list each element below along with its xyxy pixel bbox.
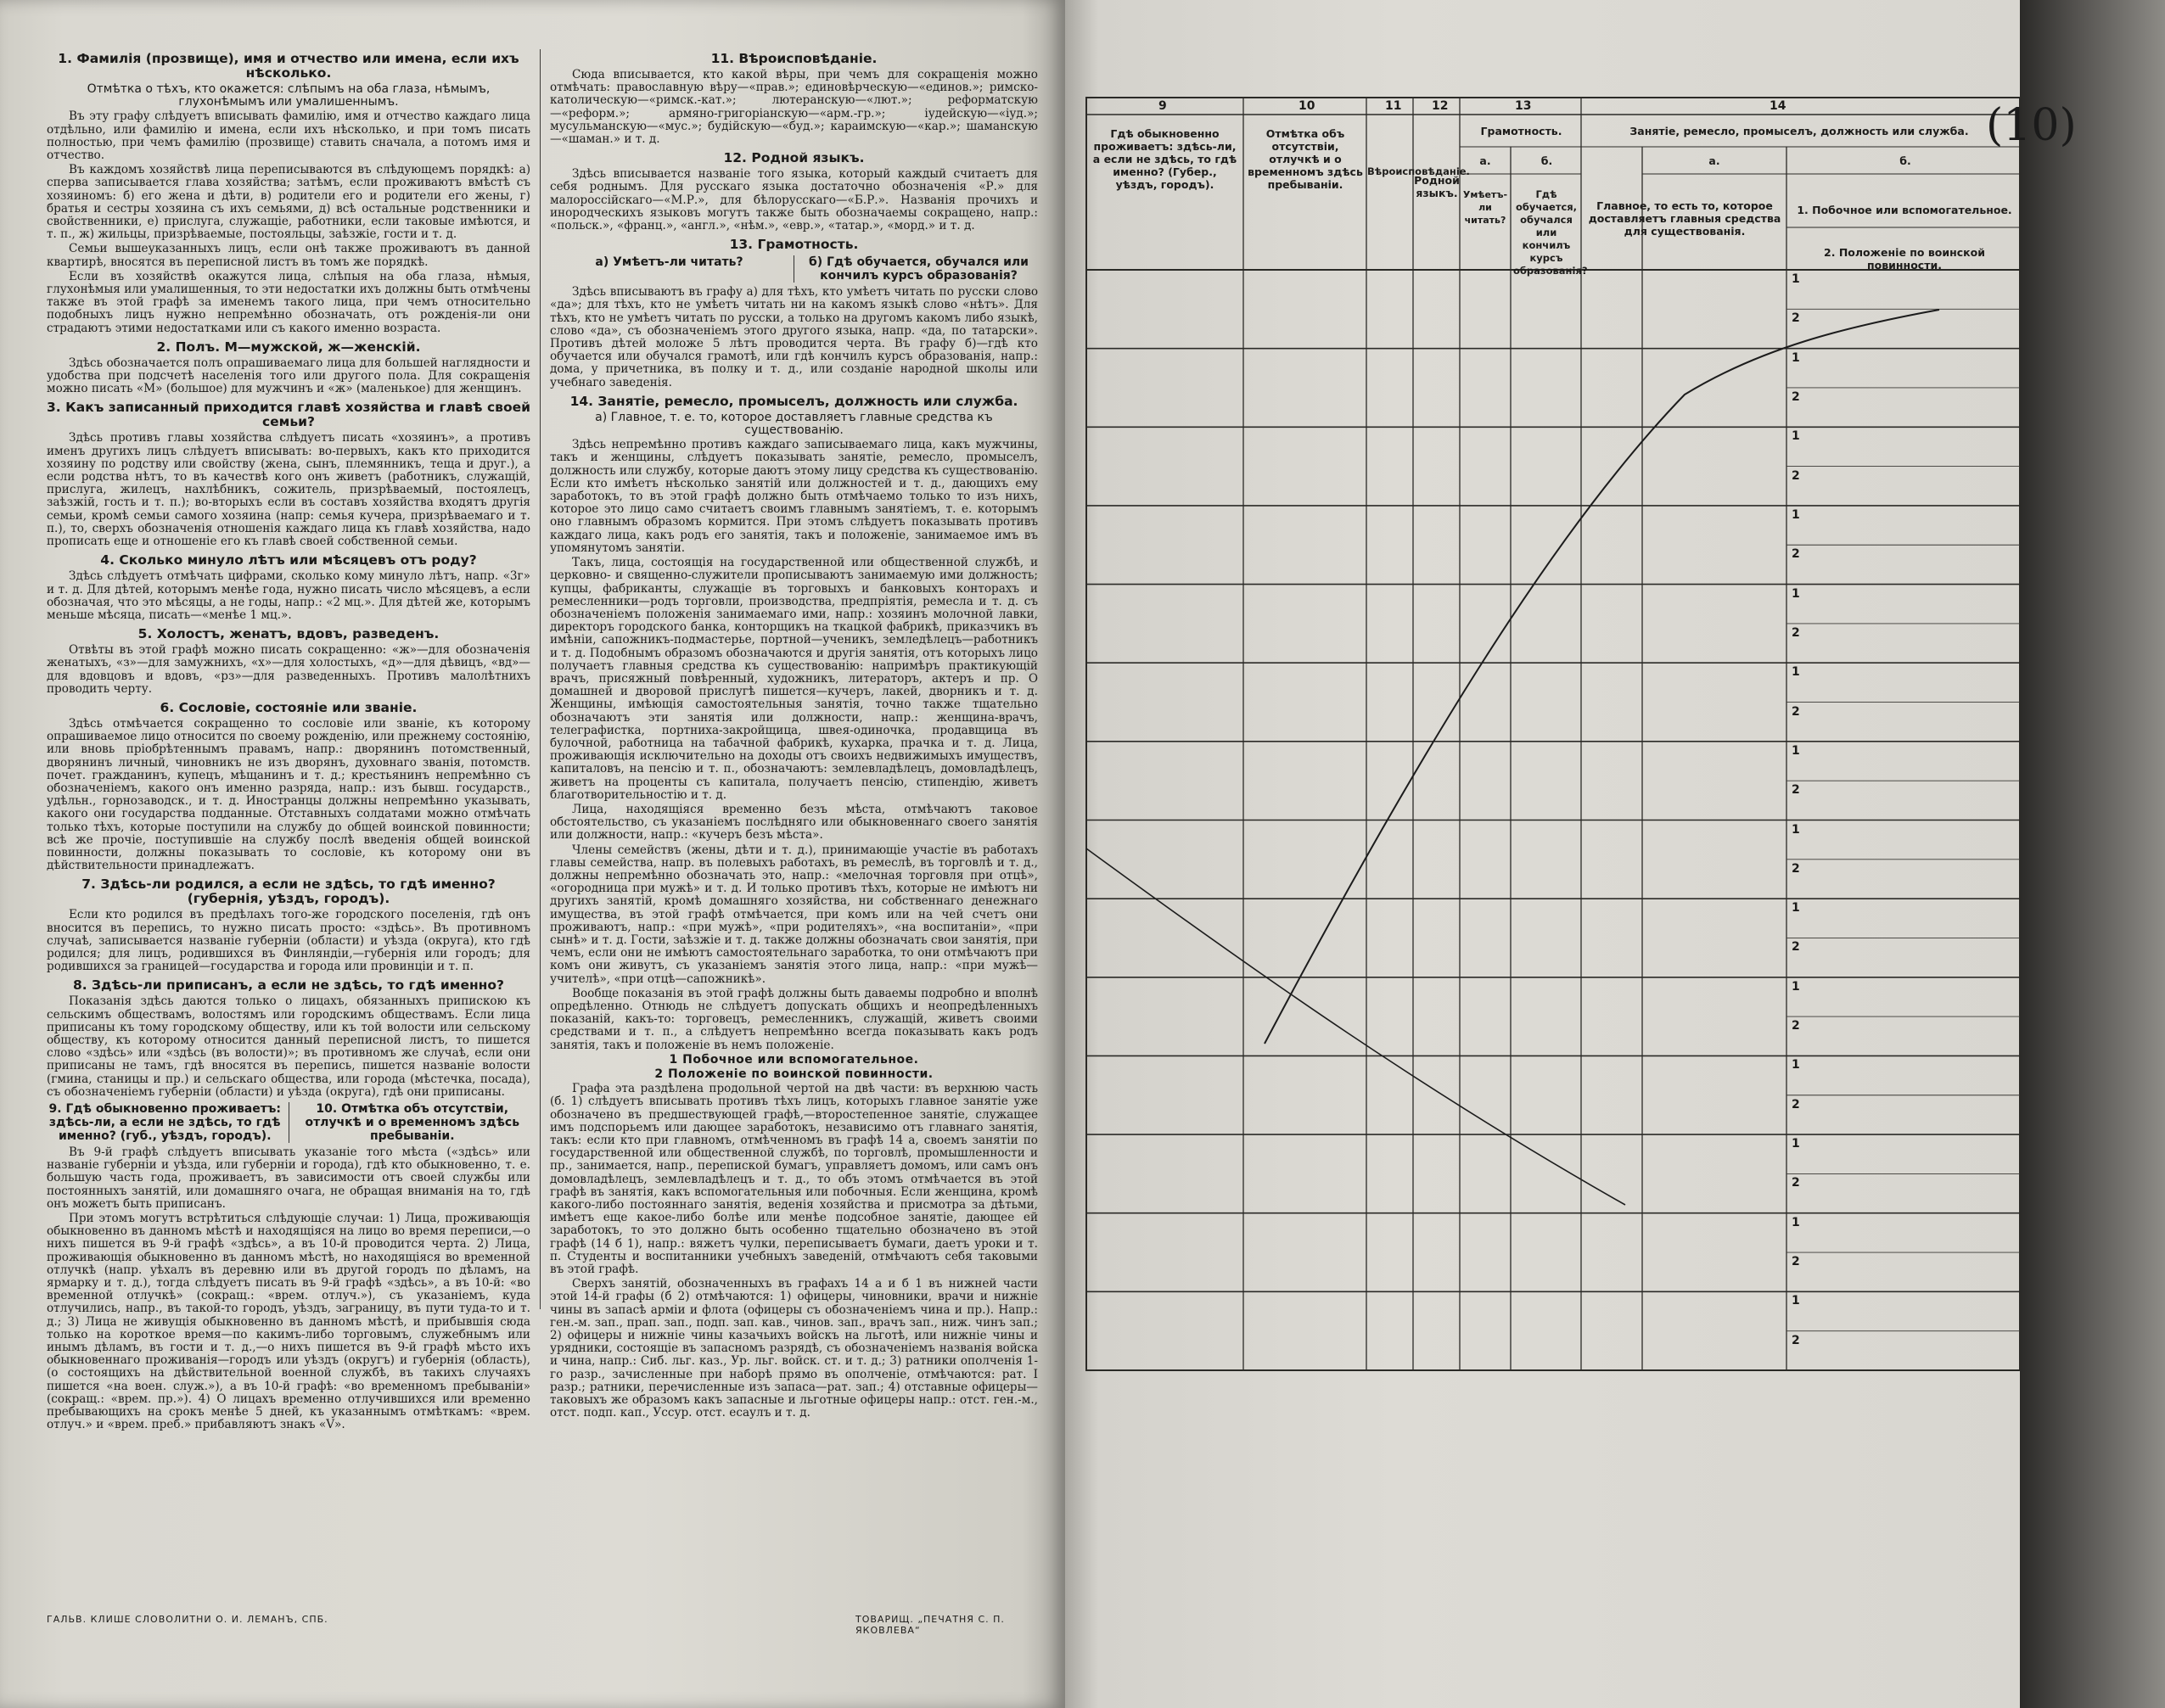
row-mark-2: 2 bbox=[1792, 783, 1800, 798]
row-mark-2: 2 bbox=[1792, 389, 1800, 404]
header-col-14b-letter: б. bbox=[1899, 154, 1911, 167]
row-mark-1: 1 bbox=[1792, 665, 1800, 680]
section-12-title: 12. Родной языкъ. bbox=[723, 150, 865, 166]
row-mark-1: 1 bbox=[1792, 272, 1800, 286]
paragraph: Здѣсь отмѣчается сокращенно то сословіе или званіе, къ которому опрашиваемое лицо относится по своему рожденію, или прежнему состоянію, или вновь пріобрѣтеннымъ правамъ, напр.: дворянинъ потомственный, дворянинъ личный, чиновникъ не изъ дворянъ, духовнаго званія, потомств. почет. гражданинъ, купецъ, мѣщанинъ и т. д.; крестьянинъ непремѣнно съ обозначеніемъ, какого онъ именно разряда, напр.: изъ бывш. государств., удѣльн., горнозаводск., и т. д. Иностранцы должны непремѣнно указывать, какого они государства подданные. Отставныхъ солдатами можно отмѣчать только тѣхъ, которые поступили на службу до общей воинской повинности; всѣ же прочіе, поступившіе на службу послѣ введенія общей воинской повинности, должны показывать то сословіе, къ которому они въ дѣйствительности принадлежатъ. bbox=[47, 716, 530, 873]
paragraph: Сверхъ занятій, обозначенныхъ въ графахъ 14 а и б 1 въ нижней части этой 14-й графы (б 2) отмѣчаются: 1) офицеры, чиновники, врачи и нижніе чины въ запасѣ арміи и флота (офицеры съ обозначеніемъ чина и пр.). Напр.: ген.-м. зап., прап. зап., подп. зап. кав., чинов. зап., врачъ зап., ниж. чинъ зап.; 2) офицеры и нижніе чины казачьихъ войскъ на льготѣ, или нижніе чины и урядники, состоящіе въ запасномъ разрядѣ, съ обозначеніемъ названія войска и чина, напр.: Сиб. льг. каз., Ур. льг. войск. ст. и т. д.; 3) ратники ополченія 1-го разр., зачисленные при наборѣ прямо въ ополченіе, отмѣчаются: рат. I разр.; ратники, перечисленные изъ запаса—рат. зап.; 4) отставные офицеры—таковыхъ же образомъ какъ запасные и льготные офицеры напр.: отст. ген.-м., отст. подп. кап., Уссур. отст. есаулъ и т. д. bbox=[550, 1277, 1038, 1420]
section-13-title: 13. Грамотность. bbox=[729, 237, 859, 253]
row-mark-2: 2 bbox=[1792, 940, 1800, 955]
paragraph: При этомъ могутъ встрѣтиться слѣдующіе случаи: 1) Лица, проживающія обыкновенно въ данномъ мѣстѣ и находящіяся на лицо во время переписи,—о нихъ пишется въ 9-й графѣ «здѣсь», а въ 10-й проводится черта. 2) Лица, проживающія обыкновенно въ данномъ мѣстѣ, но находящіяся во временной отлучкѣ (напр. уѣхалъ въ деревню или въ другой городъ по дѣламъ, на ярмарку и т. д.), тогда слѣдуетъ писать въ 9-й графѣ «здѣсь», а въ 10-й: «во временной отлучкѣ» (сокращ.: «врем. отлуч.»), съ указаніемъ, куда отлучились, напр., въ такой-то городъ, уѣздъ, заграницу, въ пути туда-то и т. д.; 3) Лица не живущія обыкновенно въ данномъ мѣстѣ, и прибывшія сюда только на короткое время—по какимъ-либо торговымъ, служебнымъ или инымъ дѣламъ, въ гости и т. д.,—о нихъ пишется въ 9-й графѣ мѣсто ихъ обыкновеннаго проживанія—городъ или уѣздъ (округъ) и губернія (область), (о состоящихъ на дѣйствительной военной службѣ, въ такихъ случаяхъ пишется «на воен. служ.»), а въ 10-й графѣ: «во временномъ пребываніи» (сокращ.: «врем. пр.»). 4) О лицахъ временно отлучившихся или временно пребывающихъ на срокъ менѣе 5 дней, къ указаннымъ отмѣткамъ: «врем. отлуч.» и «врем. преб.» прибавляютъ знакъ «V». bbox=[47, 1212, 530, 1432]
row-mark-2: 2 bbox=[1792, 311, 1800, 326]
header-col-13a-letter: а. bbox=[1479, 154, 1491, 167]
row-mark-2: 2 bbox=[1792, 1176, 1800, 1190]
section-10-title: 10. Отмѣтка объ отсутствіи, отлучкѣ и о временномъ здѣсь пребываніи. bbox=[289, 1102, 531, 1143]
column-number-10: 10 bbox=[1298, 99, 1315, 113]
paragraph: Такъ, лица, состоящія на государственной или общественной службѣ, и церковно- и священно-служители прописываютъ занимаемую ими должность; купцы, фабриканты, служащіе въ торговыхъ и банковыхъ конторахъ и ремесленники—родъ торговли, производства, предпріятія, ремесла и т. д. съ обозначеніемъ положенія занимаемаго ими, напр.: хозяинъ молочной лавки, директоръ городского банка, конторщикъ на ткацкой фабрикѣ, приказчикъ въ имѣніи, сапожникъ-подмастерье, портной—ученикъ, земледѣлецъ—работникъ и т. д. Подобнымъ образомъ обозначаются и другія занятія, отъ которыхъ лицо получаетъ главныя средства къ существованію: напримѣръ практикующій врачъ, присяжный повѣренный, художникъ, литераторъ, актеръ и пр. О домашней и дворовой прислугѣ пишется—кучеръ, лакей, дворникъ и т. д. Женщины, имѣющія самостоятельныя занятія, точно также тщательно обозначаютъ эти занятія или должности, напр.: женщина-врачъ, телеграфистка, портниха-закройщица, швея-одиночка, продавщица въ булочной, работница на табачной фабрикѣ, кухарка, прачка и т. д. Лица, проживающія исключительно на доходы отъ своихъ недвижимыхъ имуществъ, капиталовъ, на пенсію и т. п., обозначаютъ: землевладѣлецъ, домовладѣлецъ, живетъ на проценты съ капитала, получаетъ пенсію, стипендію, живетъ благотворительностію и т. д. bbox=[550, 556, 1038, 802]
census-table bbox=[1065, 0, 2165, 1708]
paragraph: Въ эту графу слѣдуетъ вписывать фамилію, имя и отчество каждаго лица отдѣльно, или фамилію и имена, если ихъ нѣсколько, и при томъ писать полностью, при чемъ фамилію (прозвище) ставить сначала, а потомъ имя и отчество. bbox=[47, 109, 530, 163]
left-text-column bbox=[47, 47, 530, 1433]
paragraph: Члены семействъ (жены, дѣти и т. д.), принимающіе участіе въ работахъ главы семейства, напр. въ полевыхъ работахъ, въ ремеслѣ, въ торговлѣ и т. д., должны непремѣнно обозначать это, напр.: «мелочная торговля при отцѣ», «огородница при мужѣ» и т. д. И только противъ тѣхъ, которые не имѣютъ ни другихъ занятій, кромѣ домашняго хозяйства, ни собственнаго денежнаго имущества, въ этой графѣ отмѣчается, при комъ или на чей счетъ они проживаютъ, напр.: «при мужѣ», «при родителяхъ», «на воспитаніи», «при сынѣ» и т. д. Гости, заѣзжіе и т. д. также должны обозначать свои занятія, при чемъ, если они не имѣютъ самостоятельнаго заработка, то они отмѣчаютъ при комъ они живутъ, съ указаніемъ занятія этого лица, напр.: «при мужѣ—учителѣ», «при отцѣ—сапожникѣ». bbox=[550, 843, 1038, 986]
paragraph: Показанія здѣсь даются только о лицахъ, обязанныхъ припискою къ сельскимъ обществамъ, волостямъ или городскимъ обществамъ. Если лица приписаны къ тому городскому обществу, или къ той волости или сельскому обществу, къ которому относится данный переписной листъ, то пишется слово «здѣсь» или «здѣсь (въ волости)»; въ противномъ же случаѣ, если они приписаны не тамъ, гдѣ вносятся въ перепись, пишется названіе волости (гмина, станицы и пр.) и сельскаго общества, или города (мѣстечка, посада), съ обозначеніемъ губерніи (области) и уѣзда (округа), гдѣ они приписаны. bbox=[47, 994, 530, 1099]
column-number-13: 13 bbox=[1515, 99, 1532, 113]
section-11-title: 11. Вѣроисповѣданіе. bbox=[710, 51, 878, 66]
handwritten-page-number: (10) bbox=[1986, 100, 2077, 151]
row-mark-2: 2 bbox=[1792, 1097, 1800, 1112]
row-mark-2: 2 bbox=[1792, 704, 1800, 719]
header-col-13b: Гдѣ обучается, обучался или кончилъ курсъ образованія? bbox=[1513, 188, 1588, 277]
row-mark-1: 1 bbox=[1792, 507, 1800, 522]
paragraph: Сюда вписывается, кто какой вѣры, при чемъ для сокращенія можно отмѣчать: православную вѣру—«прав.»; единовѣрческую—«единов.»; римско-католическую—«римск.-кат.»; лютеранскую—«лют.»; реформатскую—«реформ.»; армяно-григоріанскую—«арм.-гр.»; іудейскую—«іуд.»; мусульманскую—«мус.»; будійскую—«буд.»; караимскую—«кар.»; шаманскую—«шаман.» и т. д. bbox=[550, 68, 1038, 147]
paragraph: Здѣсь обозначается полъ опрашиваемаго лица для большей наглядности и удобства при подсчетѣ населенія того или другого пола. Для сокращенія можно писать «М» (большое) для мужчинъ и «ж» (маленькое) для женщинъ. bbox=[47, 356, 530, 396]
section-13-subtitles bbox=[550, 255, 1038, 283]
header-col-14: Занятіе, ремесло, промыселъ, должность или служба. bbox=[1629, 125, 1969, 137]
section-13b-title: б) Гдѣ обучается, обучался или кончилъ курсъ образованія? bbox=[794, 255, 1038, 283]
paragraph: Въ каждомъ хозяйствѣ лица переписываются въ слѣдующемъ порядкѣ: а) сперва записывается глава хозяйства; затѣмъ, если проживаютъ вмѣстѣ съ хозяиномъ: б) его жена и дѣти, в) родители его и родители его жены, г) братья и сестры хозяина съ ихъ семьями, д) всѣ остальные родственники и свойственники, е) прислуга, служащіе, работники, если таковые имѣются, и т. п., ж) жильцы, призрѣваемые, постояльцы, заѣзжіе, гости и т. д. bbox=[47, 163, 530, 242]
row-mark-1: 1 bbox=[1792, 901, 1800, 916]
row-mark-1: 1 bbox=[1792, 1215, 1800, 1229]
section-9-10-titles bbox=[47, 1102, 530, 1143]
header-col-14a: Главное, то есть то, которое доставляетъ главныя средства для существованія. bbox=[1588, 199, 1781, 238]
row-mark-2: 2 bbox=[1792, 468, 1800, 483]
paragraph: Здѣсь непремѣнно противъ каждаго записываемаго лица, какъ мужчины, такъ и женщины, слѣдуетъ показывать занятіе, ремесло, промыселъ, должность или службу, которые даютъ этому лицу средства къ существованію. Если кто имѣетъ нѣсколько занятій или должностей и т. д., дающихъ ему заработокъ, то въ этой графѣ должно быть отмѣчаемо только то изъ нихъ, которое это лицо само считаетъ своимъ главнымъ занятіемъ, т. е. которымъ оно главнымъ образомъ кормится. При этомъ слѣдуетъ показывать противъ каждаго лица, какъ родъ его занятія, такъ и положеніе, занимаемое имъ въ упомянутомъ занятіи. bbox=[550, 438, 1038, 555]
header-col-12: Родной языкъ. bbox=[1414, 174, 1460, 199]
column-divider bbox=[540, 49, 541, 1309]
header-col-13b-letter: б. bbox=[1540, 154, 1553, 167]
row-mark-1: 1 bbox=[1792, 822, 1800, 837]
paragraph: Если въ хозяйствѣ окажутся лица, слѣпыя на оба глаза, нѣмыя, глухонѣмыя или умалишенныя, то эти недостатки ихъ должны быть отмѣчены также въ этой графѣ за именемъ такого лица, при чемъ относительно подобныхъ лицъ нужно непремѣнно обозначать, отъ рожденія-ли они страдаютъ этими недостатками или съ какого именно возраста. bbox=[47, 269, 530, 335]
column-number-14: 14 bbox=[1770, 99, 1786, 113]
row-mark-1: 1 bbox=[1792, 350, 1800, 365]
section-14b1-title: 1 Побочное или вспомогательное. bbox=[669, 1052, 919, 1067]
row-mark-2: 2 bbox=[1792, 1255, 1800, 1269]
paragraph: Здѣсь вписывается названіе того языка, который каждый считаетъ для себя роднымъ. Для русскаго языка достаточно обозначенія «Р.» для малороссійскаго—«М.Р.», для бѣлорусскаго—«Б.Р.». Названія прочихъ и инородческихъ языковъ могутъ также быть обозначаемы сокращено, напр.: «польск.», «франц.», «англ.», «нѣм.», «евр.», «татар.», «морд.» и т. д. bbox=[550, 167, 1038, 233]
header-col-11: Вѣроисповѣданіе. bbox=[1367, 165, 1470, 177]
row-mark-1: 1 bbox=[1792, 1137, 1800, 1151]
paragraph: Вообще показанія въ этой графѣ должны быть даваемы подробно и вполнѣ опредѣленно. Отнюдь не слѣдуетъ допускать общихъ и неопредѣленныхъ показаній, какъ-то: торговецъ, ремесленникъ, служащій, живетъ своими средствами и т. п., а слѣдуетъ непремѣнно всегда показывать какъ родъ занятія, такъ и положеніе въ немъ положеніе. bbox=[550, 986, 1038, 1052]
row-mark-1: 1 bbox=[1792, 1294, 1800, 1308]
section-4-title: 4. Сколько минуло лѣтъ или мѣсяцевъ отъ роду? bbox=[100, 552, 477, 568]
header-col-13: Грамотность. bbox=[1480, 125, 1562, 137]
pencil-stroke-upper bbox=[1265, 310, 1939, 1044]
section-1-title: 1. Фамилія (прозвище), имя и отчество или имена, если ихъ нѣсколько. bbox=[58, 51, 519, 81]
printer-imprint-right: ТОВАРИЩ. „ПЕЧАТНЯ С. П. ЯКОВЛЕВА“ bbox=[855, 1614, 1005, 1636]
row-mark-1: 1 bbox=[1792, 979, 1800, 994]
section-14-title: 14. Занятіе, ремесло, промыселъ, должность или служба. bbox=[569, 393, 1018, 409]
section-13a-title: а) Умѣетъ-ли читать? bbox=[595, 255, 743, 270]
section-3-title: 3. Какъ записанный приходится главѣ хозяйства и главѣ своей семьи? bbox=[47, 400, 530, 430]
section-1-subtitle: Отмѣтка о тѣхъ, кто окажется: слѣпымъ на оба глаза, нѣмымъ, глухонѣмымъ или умалишеннымъ. bbox=[87, 82, 491, 109]
row-mark-2: 2 bbox=[1792, 1333, 1800, 1347]
paragraph: Здѣсь противъ главы хозяйства слѣдуетъ писать «хозяинъ», а противъ именъ другихъ лицъ слѣдуетъ вписывать: во-первыхъ, какъ кто приходится хозяину по родству или свойству (жена, сынъ, племянникъ, теща и друг.), а если родства нѣтъ, то въ качествѣ кого онъ живетъ (работникъ, служащій, прислуга, жилецъ, нахлѣбникъ, сожитель, призрѣваемый, постоялецъ, заѣзжій, гость и т. п.); во-вторыхъ если въ составъ хозяйства входятъ другія семьи, кромѣ семьи самого хозяина (напр: семья кучера, призрѣваемаго и т. п.), то, сверхъ обозначенія отношенія каждаго лица къ главѣ хозяйства, надо прописать еще и отношеніе его къ главѣ своей собственной семьи. bbox=[47, 431, 530, 549]
row-lines bbox=[1086, 270, 2020, 1370]
row-mark-1: 1 bbox=[1792, 586, 1800, 601]
paragraph: Если кто родился въ предѣлахъ того-же городского поселенія, гдѣ онъ вносится въ перепись, то нужно писать просто: «здѣсь». Въ противномъ случаѣ, записывается названіе губерніи (области) и уѣзда (округа), кто гдѣ родился; для лицъ, родившихся въ Финляндіи,—губернія или городъ; для родившихся за границей—государства и города или провинціи и т. п. bbox=[47, 908, 530, 974]
right-text-column bbox=[550, 47, 1038, 1422]
row-mark-2: 2 bbox=[1792, 1019, 1800, 1033]
row-mark-2: 2 bbox=[1792, 625, 1800, 640]
row-mark-1: 1 bbox=[1792, 1058, 1800, 1072]
paragraph: Графа эта раздѣлена продольной чертой на двѣ части: въ верхнюю часть (б. 1) слѣдуетъ вписывать противъ тѣхъ лицъ, которыхъ главное занятіе уже обозначено въ предшествующей графѣ,—второстепенное занятіе, служащее имъ подспорьемъ или дающее заработокъ, независимо отъ главнаго занятія, такъ: если кто при главномъ, отмѣченномъ въ графѣ 14 а, своемъ занятіи по государственной или общественной службѣ, по торговлѣ, промышленности и пр., занимается, напр., перепиской бумагъ, управляетъ домомъ, или самъ онъ домовладѣлецъ, землевладѣлецъ и т. д., то объ этомъ отмѣчается въ этой графѣ въ занятія, какъ вспомогательныя или побочныя. Если женщина, кромѣ какого-либо постояннаго занятія, веденія хозяйства и присмотра за дѣтьми, имѣетъ еще какое-либо болѣе или менѣе подсобное занятіе, дающее ей заработокъ, то это должно быть особенно тщательно обозначено въ этой графѣ (14 б 1), напр.: вяжетъ чулки, переписываетъ бумаги, даетъ уроки и т. п. Студенты и воспитанники учебныхъ заведеній, отмѣчаютъ себя таковыми въ этой графѣ. bbox=[550, 1082, 1038, 1277]
paragraph: Отвѣты въ этой графѣ можно писать сокращенно: «ж»—для обозначенія женатыхъ, «з»—для замужнихъ, «х»—для холостыхъ, «д»—для дѣвицъ, «вд»—для вдовцовъ и вдовъ, «рз»—для разведенныхъ. Противъ малолѣтнихъ проводить черту. bbox=[47, 643, 530, 696]
section-8-title: 8. Здѣсь-ли приписанъ, а если не здѣсь, то гдѣ именно? bbox=[72, 977, 505, 994]
paragraph: Въ 9-й графѣ слѣдуетъ вписывать указаніе того мѣста («здѣсь» или названіе губерніи и уѣзда, или губерніи и города), гдѣ кто обыкновенно, т. е. большую часть года, проживаетъ, въ зависимости отъ своей службы или постоянныхъ занятій, или домашняго очага, не обращая вниманія на то, гдѣ онъ можетъ быть приписанъ. bbox=[47, 1145, 530, 1211]
pencil-stroke-lower bbox=[1086, 848, 1625, 1205]
grid-lines bbox=[1086, 98, 2020, 1370]
section-14a-title: а) Главное, т. е. то, которое доставляетъ главные средства къ существованію. bbox=[595, 410, 993, 438]
header-col-9: Гдѣ обыкновенно проживаетъ: здѣсь-ли, а если не здѣсь, то гдѣ именно? (Губер., уѣздъ, городъ). bbox=[1092, 127, 1237, 191]
header-col-14b1: 1. Побочное или вспомогательное. bbox=[1797, 204, 2012, 216]
section-2-title: 2. Полъ. М—мужской, ж—женскій. bbox=[156, 339, 421, 355]
section-14b2-title: 2 Положеніе по воинской повинности. bbox=[654, 1067, 934, 1082]
paragraph: Здѣсь слѣдуетъ отмѣчать цифрами, сколько кому минуло лѣтъ, напр. «3г» и т. д. Для дѣтей, которымъ менѣе года, нужно писать число мѣсяцевъ, а если обозначая, что это мѣсяцы, а не годы, напр.: «2 мц.». Для дѣтей же, которымъ меньше мѣсяца, писать—«менѣе 1 мц.». bbox=[47, 569, 530, 622]
section-6-title: 6. Сословіе, состояніе или званіе. bbox=[160, 699, 418, 715]
header-col-13a: Умѣетъ-ли читать? bbox=[1462, 189, 1508, 226]
header-col-14b2: 2. Положеніе по воинской повинности. bbox=[1824, 246, 1985, 272]
header-col-10: Отмѣтка объ отсутствіи, отлучкѣ и о временномъ здѣсь пребываніи. bbox=[1248, 127, 1363, 191]
section-9-title: 9. Гдѣ обыкновенно проживаетъ: здѣсь-ли, а если не здѣсь, то гдѣ именно? (губ., уѣздъ, городъ). bbox=[48, 1102, 281, 1143]
section-5-title: 5. Холостъ, женатъ, вдовъ, разведенъ. bbox=[137, 626, 440, 642]
row-mark-2: 2 bbox=[1792, 861, 1800, 876]
column-number-11: 11 bbox=[1385, 99, 1402, 113]
printer-imprint-left: ГАЛЬВ. КЛИШЕ СЛОВОЛИТНИ О. И. ЛЕМАНЪ, СПБ. bbox=[47, 1614, 328, 1625]
header-col-14a-letter: а. bbox=[1708, 154, 1720, 167]
paragraph: Здѣсь вписываютъ въ графу а) для тѣхъ, кто умѣетъ читать по русски слово «да»; для тѣхъ, кто не умѣетъ читать ни на какомъ языкѣ слово «нѣтъ». Для тѣхъ, кто не умѣетъ читать по русски, а только на другомъ какомъ либо языкѣ, слово «да», съ обозначеніемъ этого другого языка, напр. «да, по татарски». Противъ дѣтей моложе 5 лѣтъ проводится черта. Въ графу б)—гдѣ кто обучается или обучался грамотѣ, или гдѣ кончилъ курсъ образованія, напр.: дома, у причетника, въ полку и т. д., или созданіе народной школы или учебнаго заведенія. bbox=[550, 285, 1038, 389]
column-number-9: 9 bbox=[1158, 99, 1167, 113]
left-page bbox=[0, 0, 1065, 1708]
row-mark-1: 1 bbox=[1792, 429, 1800, 444]
column-number-12: 12 bbox=[1432, 99, 1449, 113]
row-mark-1: 1 bbox=[1792, 743, 1800, 758]
table-border bbox=[1086, 98, 2020, 1370]
row-mark-2: 2 bbox=[1792, 547, 1800, 562]
paragraph: Лица, находящіяся временно безъ мѣста, отмѣчаютъ таковое обстоятельство, съ указаніемъ послѣдняго или обыкновеннаго своего занятія или должности, напр.: «кучеръ безъ мѣста». bbox=[550, 802, 1038, 843]
section-7-title: 7. Здѣсь-ли родился, а если не здѣсь, то гдѣ именно? (губернія, уѣздъ, городъ). bbox=[81, 876, 496, 907]
paragraph: Семьи вышеуказанныхъ лицъ, если онѣ также проживаютъ въ данной квартирѣ, вносятся въ переписной листъ въ томъ же порядкѣ. bbox=[47, 242, 530, 269]
